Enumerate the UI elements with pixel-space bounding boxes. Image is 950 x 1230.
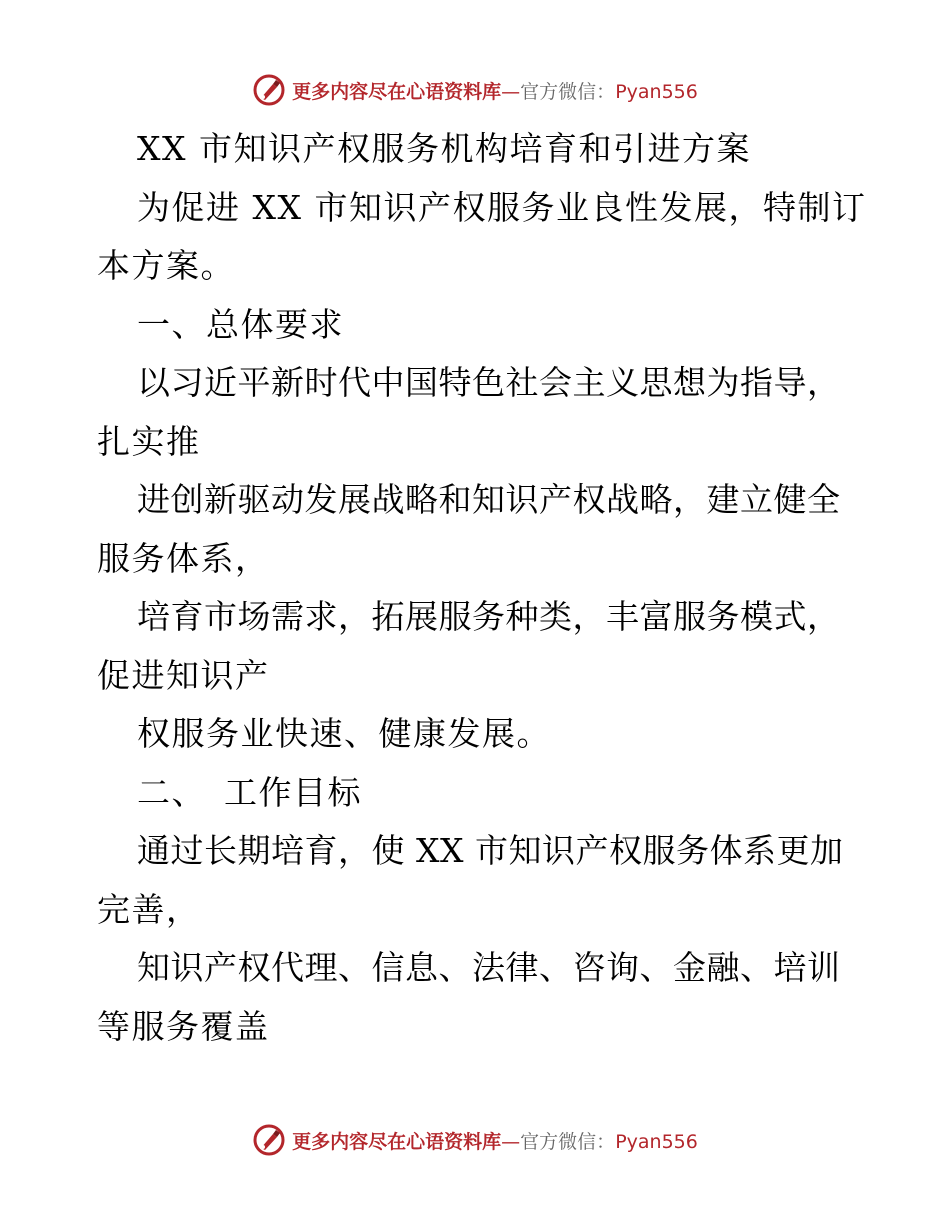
text-line: 完善， [97, 889, 201, 929]
banner-main-text: 更多内容尽在心语资料库 [292, 80, 502, 103]
banner-main-text: 更多内容尽在心语资料库 [292, 1130, 502, 1153]
text-line: 促进知识产 [97, 655, 270, 695]
banner-dash: — [501, 80, 521, 103]
pen-circle-logo-icon [252, 73, 286, 107]
text-line: 为促进 XX 市知识产权服务业良性发展，特制订 [137, 187, 867, 227]
section-heading: 二、 工作目标 [137, 772, 362, 812]
text-line: 等服务覆盖 [97, 1006, 270, 1046]
footer-banner [0, 1120, 950, 1160]
pen-circle-logo-icon [252, 1123, 286, 1157]
text-line: 进创新驱动发展战略和知识产权战略，建立健全 [137, 480, 841, 519]
header-banner [0, 70, 950, 110]
banner-text [292, 77, 698, 104]
text-line: 培育市场需求，拓展服务种类，丰富服务模式， [137, 597, 841, 636]
banner-text [292, 1127, 698, 1154]
banner-wechat-id: Pyan556 [615, 80, 698, 103]
banner-prefix: 官方微信： [520, 80, 616, 103]
text-line: 权服务业快速、健康发展。 [137, 714, 551, 753]
banner-dash: — [501, 1130, 521, 1153]
banner-wechat-id: Pyan556 [615, 1130, 698, 1153]
section-heading: 一、总体要求 [137, 304, 344, 344]
text-line: 服务体系， [97, 538, 270, 578]
text-line: 扎实推 [97, 421, 201, 461]
text-line: 本方案。 [97, 246, 235, 285]
text-line: 知识产权代理、信息、法律、咨询、金融、培训 [137, 948, 841, 987]
document-body [97, 120, 867, 1056]
banner-prefix: 官方微信： [520, 1130, 616, 1153]
text-line: 通过长期培育，使 XX 市知识产权服务体系更加 [137, 831, 844, 870]
text-line: 以习近平新时代中国特色社会主义思想为指导， [137, 363, 841, 402]
document-title: XX 市知识产权服务机构培育和引进方案 [137, 129, 751, 168]
